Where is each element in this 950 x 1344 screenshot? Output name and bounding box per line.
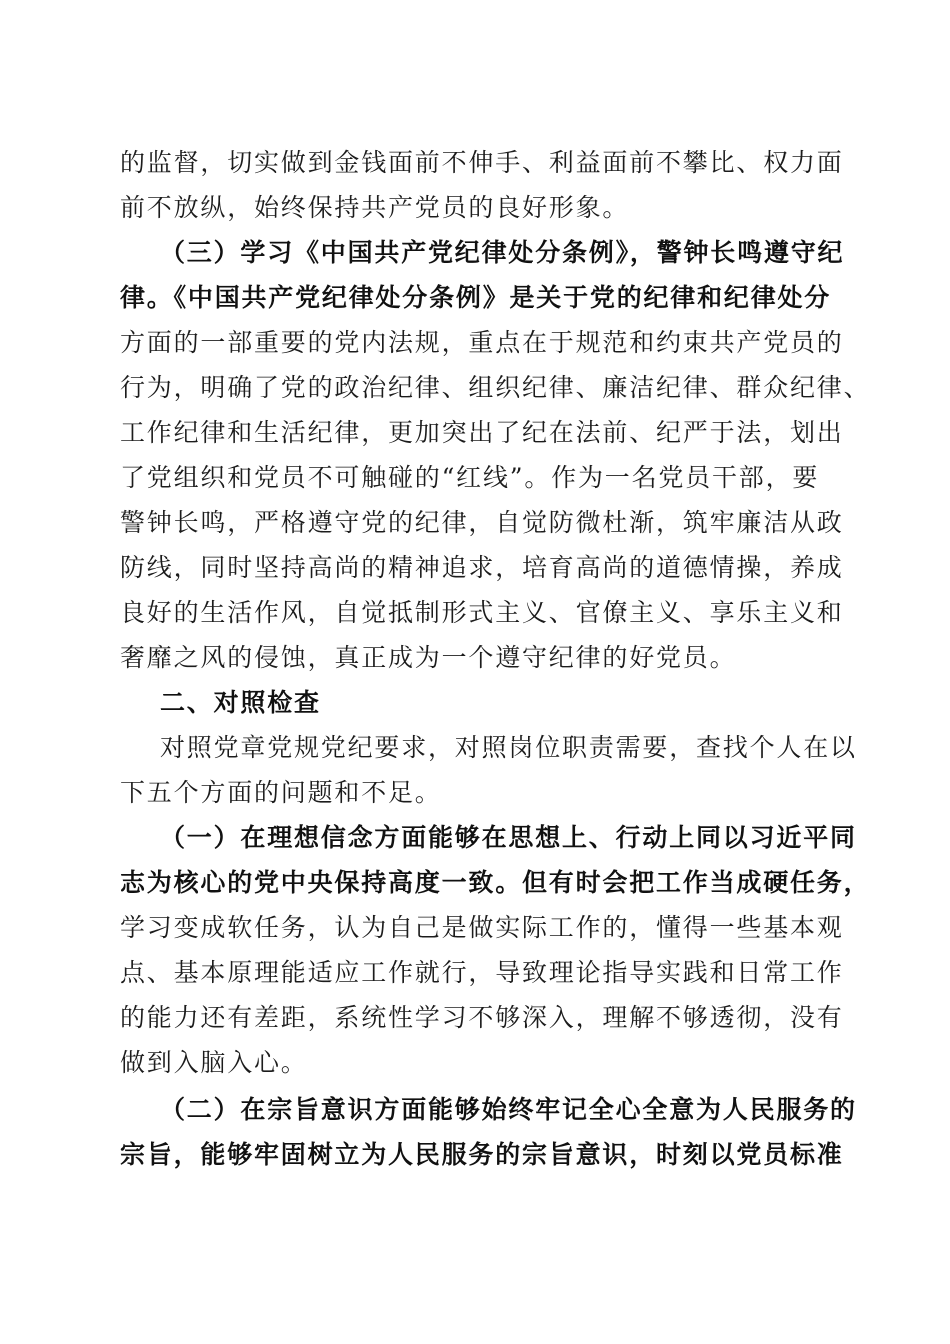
text-line: 学习变成软任务，认为自己是做实际工作的，懂得一些基本观: [120, 913, 844, 942]
subsection-heading: （一）在理想信念方面能够在思想上、行动上同以习近平同: [160, 823, 857, 852]
text-line: 防线，同时坚持高尚的精神追求，培育高尚的道德情操，养成: [120, 553, 844, 582]
subsection-heading: 志为核心的党中央保持高度一致。但有时会把工作当成硬任务，: [120, 868, 871, 897]
text-line: 方面的一部重要的党内法规，重点在于规范和约束共产党员的: [120, 328, 844, 357]
text-line: 工作纪律和生活纪律，更加突出了纪在法前、纪严于法，划出: [120, 418, 844, 447]
text-line: 的能力还有差距，系统性学习不够深入，理解不够透彻，没有: [120, 1003, 844, 1032]
subsection-heading-tail: 律。《中国共产党纪律处分条例》是关于党的纪律和纪律处分: [120, 283, 832, 312]
text-line: 奢靡之风的侵蚀，真正成为一个遵守纪律的好党员。: [120, 643, 737, 672]
section-heading: 二、对照检查: [160, 688, 321, 717]
text-line: 行为，明确了党的政治纪律、组织纪律、廉洁纪律、群众纪律、: [120, 373, 871, 402]
subsection-heading: 宗旨，能够牢固树立为人民服务的宗旨意识，时刻以党员标准: [120, 1140, 844, 1169]
text-line: 做到入脑入心。: [120, 1048, 308, 1077]
text-line: 的监督，切实做到金钱面前不伸手、利益面前不攀比、权力面: [120, 148, 844, 177]
text-line: 对照党章党规党纪要求，对照岗位职责需要，查找个人在以: [160, 733, 857, 762]
text-line: 警钟长鸣，严格遵守党的纪律，自觉防微杜渐，筑牢廉洁从政: [120, 508, 844, 537]
text-line: 下五个方面的问题和不足。: [120, 778, 442, 807]
text-line: 了党组织和党员不可触碰的“红线”。作为一名党员干部，要: [120, 463, 820, 492]
text-line: 良好的生活作风，自觉抵制形式主义、官僚主义、享乐主义和: [120, 598, 844, 627]
text-line: 前不放纵，始终保持共产党员的良好形象。: [120, 193, 630, 222]
subsection-heading: （二）在宗旨意识方面能够始终牢记全心全意为人民服务的: [160, 1095, 857, 1124]
subsection-heading: （三）学习《中国共产党纪律处分条例》，警钟长鸣遵守纪: [160, 238, 845, 267]
text-line: [120, 280, 831, 316]
text-line: 点、基本原理能适应工作就行，导致理论指导实践和日常工作: [120, 958, 844, 987]
